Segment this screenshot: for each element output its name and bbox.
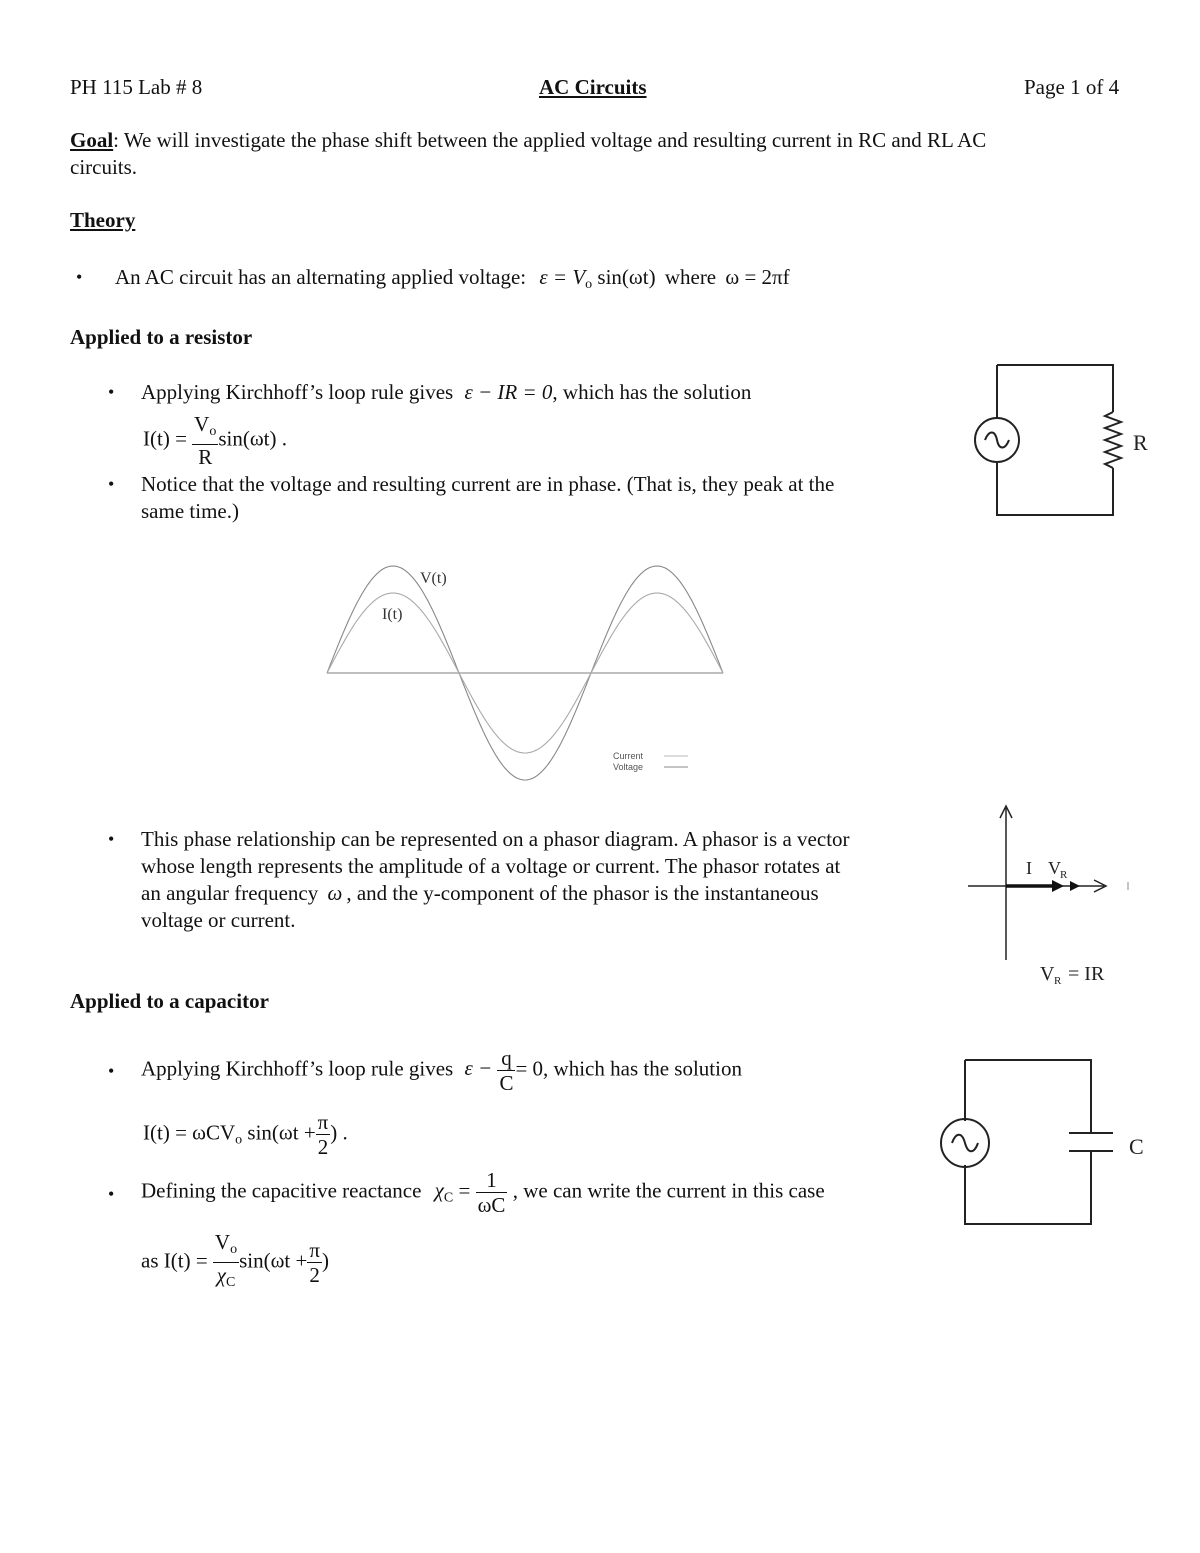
capacitor-sol-mid: sin(ωt + xyxy=(247,1120,316,1145)
capacitor-as-right: ) xyxy=(321,1248,329,1273)
theory-eq-sub: o xyxy=(585,277,593,292)
theory-bullet1-text: An AC circuit has an alternating applied voltage: xyxy=(115,265,527,289)
capacitor-as: as xyxy=(141,1248,159,1273)
b3-omega: ω xyxy=(327,881,343,905)
capacitor-sol-left: I(t) = ωCV xyxy=(143,1120,236,1145)
phasor-vr-sub: R xyxy=(1060,869,1068,881)
capacitor-b1-text: Applying Kirchhoff’s loop rule gives xyxy=(141,1056,454,1081)
capacitor-label: C xyxy=(1129,1134,1144,1159)
current-label: I(t) xyxy=(382,606,403,623)
theory-eq: ε = V xyxy=(539,265,586,289)
header-left: PH 115 Lab # 8 xyxy=(70,75,203,99)
theory-where: where xyxy=(664,265,717,289)
resistor-bullet1 xyxy=(141,379,751,406)
resistor-label: R xyxy=(1133,430,1148,455)
frac-num-sub: o xyxy=(230,1242,238,1257)
resistor-b3-line4: voltage or current. xyxy=(141,908,296,932)
resistor-b1-after: , which has the solution xyxy=(552,380,752,404)
phasor-eq-v: V xyxy=(1040,963,1055,985)
capacitor-b2-eq: = xyxy=(458,1178,471,1203)
capacitor-b2-frac xyxy=(476,1168,508,1217)
resistor-b2-line2: same time.) xyxy=(141,499,239,523)
resistor-b1-eq: ε − IR = 0 xyxy=(464,380,553,404)
resistor-b1-text: Applying Kirchhoff’s loop rule gives xyxy=(141,380,454,404)
frac-den: C xyxy=(499,1071,514,1095)
capacitor-b2-after: , we can write the current in this case xyxy=(512,1178,825,1203)
resistor-b2-line1: Notice that the voltage and resulting current are in phase. (That is, they peak at the xyxy=(141,472,835,496)
bullet-dot: • xyxy=(108,474,115,494)
frac-num: 1 xyxy=(476,1168,508,1193)
frac-den: 2 xyxy=(317,1135,329,1159)
phasor-vr-label: V xyxy=(1048,858,1061,878)
frac-den-sub: C xyxy=(225,1275,236,1290)
frac-num-sub: o xyxy=(209,424,217,439)
goal-label: Goal xyxy=(70,128,114,152)
frac-num: π xyxy=(309,1238,320,1262)
theory-eq-rest: sin(ωt) xyxy=(597,265,656,289)
frac-den: χ xyxy=(216,1263,226,1287)
resistor-icon xyxy=(1105,412,1121,468)
bullet-dot: • xyxy=(76,267,83,287)
resistor-b3-line2: whose length represents the amplitude of a voltage or current. The phasor rotates at xyxy=(141,854,841,878)
phasor-arrow-icon xyxy=(1052,880,1064,892)
frac-num: π xyxy=(317,1110,329,1134)
phasor-arrow-icon xyxy=(1070,881,1080,891)
goal-line1 xyxy=(70,127,986,154)
phasor-i-label: I xyxy=(1026,858,1032,878)
goal-line2: circuits. xyxy=(70,155,138,179)
page-number: Page 1 of 4 xyxy=(1024,75,1120,99)
capacitor-chi: χ xyxy=(434,1178,444,1203)
capacitor-as-pi-frac xyxy=(307,1238,322,1287)
capacitor-as-frac xyxy=(213,1230,239,1295)
capacitor-as-left: I(t) = xyxy=(163,1248,208,1273)
resistor-heading: Applied to a resistor xyxy=(70,325,253,349)
capacitor-bullet2 xyxy=(141,1168,825,1217)
capacitor-b1-after: , which has the solution xyxy=(543,1056,742,1081)
capacitor-sol-frac xyxy=(316,1110,331,1159)
theory-bullet1 xyxy=(115,264,790,298)
frac-den: 2 xyxy=(309,1263,320,1287)
b3-line3-a: an angular frequency xyxy=(141,881,319,905)
capacitor-b2-text: Defining the capacitive reactance xyxy=(141,1178,422,1203)
resistor-circuit-diagram xyxy=(965,360,1165,520)
capacitor-bullet1 xyxy=(141,1046,742,1095)
capacitor-b1-eq-right: = 0 xyxy=(515,1056,544,1081)
resistor-b3-line3 xyxy=(141,880,819,907)
theory-heading: Theory xyxy=(70,208,136,232)
goal-text: : We will investigate the phase shift between the applied voltage and resulting current in RC and RL AC xyxy=(113,128,987,152)
capacitor-circuit-diagram xyxy=(935,1055,1155,1235)
voltage-label: V(t) xyxy=(420,570,447,587)
phasor-eq-sub: R xyxy=(1054,975,1062,987)
capacitor-solution xyxy=(143,1110,348,1159)
resistor-solution xyxy=(143,412,287,469)
frac-den: ωC xyxy=(477,1193,506,1217)
b3-line3-b: , and the y-component of the phasor is the instantaneous xyxy=(346,881,819,905)
capacitor-chi-sub: C xyxy=(443,1190,454,1206)
resistor-sol-right: sin(ωt) . xyxy=(218,426,287,451)
bullet-dot: • xyxy=(108,1184,115,1204)
frac-den: R xyxy=(198,445,213,469)
bullet-dot: • xyxy=(108,829,115,849)
resistor-b3-line1: This phase relationship can be represented on a phasor diagram. A phasor is a vector xyxy=(141,827,850,851)
capacitor-b1-eq-left: ε − xyxy=(464,1056,493,1081)
bullet-dot: • xyxy=(108,1061,115,1081)
capacitor-heading: Applied to a capacitor xyxy=(70,989,269,1013)
page-title: AC Circuits xyxy=(539,75,647,99)
theory-omega-eq: ω = 2πf xyxy=(725,265,790,289)
frac-num: V xyxy=(194,412,210,436)
legend-current: Current xyxy=(613,751,644,761)
bullet-dot: • xyxy=(108,382,115,402)
capacitor-as-mid: sin(ωt + xyxy=(239,1248,308,1273)
phase-graph xyxy=(320,560,740,790)
capacitor-sol-sub: o xyxy=(235,1132,243,1148)
capacitor-b1-frac xyxy=(497,1046,515,1095)
frac-num: V xyxy=(214,1230,231,1254)
phasor-eq-right: = IR xyxy=(1068,963,1105,985)
resistor-sol-left: I(t) = xyxy=(143,426,187,451)
capacitor-sol-right: ) . xyxy=(330,1120,348,1145)
capacitor-as-line xyxy=(141,1230,329,1295)
phasor-diagram xyxy=(960,800,1160,1000)
resistor-sol-frac xyxy=(192,412,218,469)
frac-num: q xyxy=(497,1046,515,1071)
legend-voltage: Voltage xyxy=(613,762,644,772)
